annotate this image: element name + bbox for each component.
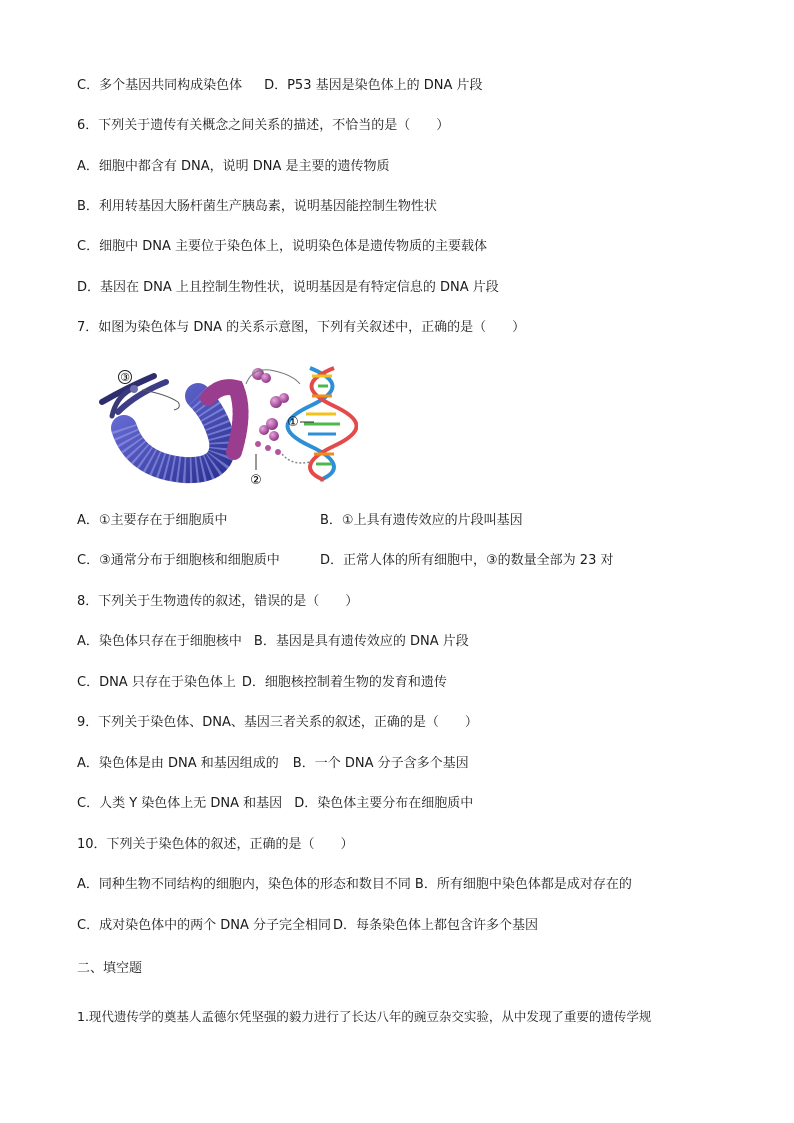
q10-options-ab	[77, 876, 632, 894]
q8-options-cd	[77, 674, 447, 692]
q5-option-d: D．P53 基因是染色体上的 DNA 片段	[264, 78, 483, 93]
chromosome-dna-diagram	[96, 362, 358, 488]
q9-option-d: D．染色体主要分布在细胞质中	[294, 796, 474, 811]
label-3: ③	[120, 371, 130, 384]
q6-option-c: C．细胞中 DNA 主要位于染色体上，说明染色体是遗传物质的主要载体	[77, 239, 487, 254]
q5-options-row	[77, 77, 483, 95]
q6-stem: 6．下列关于遗传有关概念之间关系的描述，不恰当的是（ ）	[77, 118, 450, 133]
q10-option-a: A．同种生物不同结构的细胞内，染色体的形态和数目不同	[77, 877, 411, 892]
q10-options-cd	[77, 917, 538, 935]
q8-option-c: C．DNA 只存在于染色体上	[77, 675, 236, 690]
section-fill-in-blank-title: 二、填空题	[77, 961, 143, 976]
q9-options-cd	[77, 795, 473, 813]
q7-option-b: B．①上具有遗传效应的片段叫基因	[320, 513, 523, 528]
q8-option-a: A．染色体只存在于细胞核中	[77, 634, 242, 649]
chromosome-icon	[102, 376, 179, 416]
q9-option-b: B．一个 DNA 分子含多个基因	[292, 756, 469, 771]
coiled-chromatin-icon	[124, 396, 222, 470]
label-2: ②	[250, 473, 262, 488]
q7-option-c: C．③通常分布于细胞核和细胞质中	[77, 553, 280, 568]
section2-q1-text: 1.现代遗传学的奠基人孟德尔凭坚强的毅力进行了长达八年的豌豆杂交实验，从中发现了重要的遗传学规	[77, 1009, 652, 1024]
q9-option-c: C．人类 Y 染色体上无 DNA 和基因	[77, 796, 283, 811]
q10-stem: 10．下列关于染色体的叙述，正确的是（ ）	[77, 837, 354, 852]
q5-option-c: C．多个基因共同构成染色体	[77, 78, 243, 93]
q10-option-d: D．每条染色体上都包含许多个基因	[332, 918, 538, 933]
q8-stem: 8．下列关于生物遗传的叙述，错误的是（ ）	[77, 594, 359, 609]
q9-stem: 9．下列关于染色体、DNA、基因三者关系的叙述，正确的是（ ）	[77, 715, 478, 730]
q10-option-b: B．所有细胞中染色体都是成对存在的	[414, 877, 632, 892]
label-1-marker	[287, 415, 299, 430]
q9-option-a: A．染色体是由 DNA 和基因组成的	[77, 756, 279, 771]
q8-options-ab	[77, 633, 469, 651]
q6-option-a: A．细胞中都含有 DNA，说明 DNA 是主要的遗传物质	[77, 159, 390, 174]
q7-option-d: D．正常人体的所有细胞中，③的数量全部为 23 对	[320, 553, 614, 568]
label-3-marker	[119, 371, 132, 385]
q9-options-ab	[77, 755, 469, 773]
q7-stem: 7．如图为染色体与 DNA 的关系示意图，下列有关叙述中，正确的是（ ）	[77, 320, 526, 335]
q6-option-b: B．利用转基因大肠杆菌生产胰岛素，说明基因能控制生物性状	[77, 199, 437, 214]
q8-option-d: D．细胞核控制着生物的发育和遗传	[241, 675, 447, 690]
q6-option-d: D．基因在 DNA 上且控制生物性状，说明基因是有特定信息的 DNA 片段	[77, 280, 499, 295]
q10-option-c: C．成对染色体中的两个 DNA 分子完全相同	[77, 918, 331, 933]
q8-option-b: B．基因是具有遗传效应的 DNA 片段	[253, 634, 469, 649]
label-1: ①	[287, 415, 299, 430]
q7-option-a: A．①主要存在于细胞质中	[77, 513, 228, 528]
label-2-marker	[250, 473, 262, 488]
